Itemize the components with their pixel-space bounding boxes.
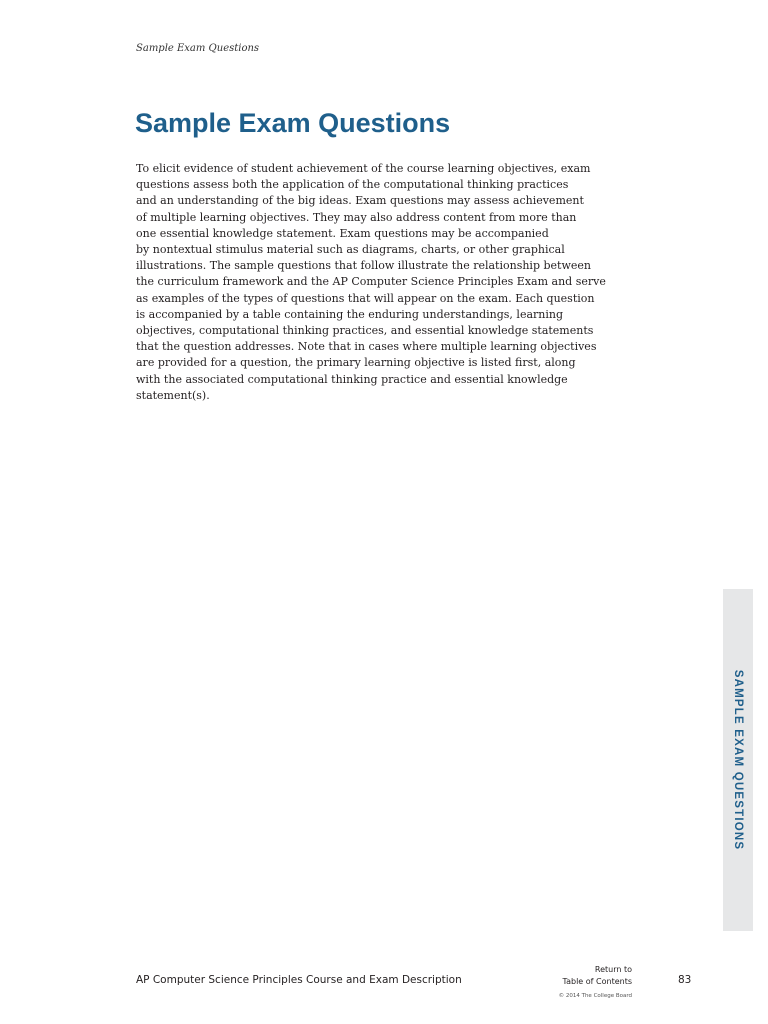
paragraph-line: questions assess both the application of the computational thinking practices [136, 178, 569, 192]
paragraph-line: illustrations. The sample questions that follow illustrate the relationship between [136, 259, 591, 273]
paragraph-line: as examples of the types of questions that will appear on the exam. Each question [136, 291, 595, 305]
copyright-notice: © 2014 The College Board [558, 993, 632, 999]
paragraph-line: one essential knowledge statement. Exam questions may be accompanied [136, 226, 549, 240]
page-number: 83 [678, 974, 692, 986]
return-link-line2: Table of Contents [562, 976, 632, 986]
return-link-line1: Return to [594, 965, 632, 974]
paragraph-line: of multiple learning objectives. They may also address content from more than [136, 210, 577, 224]
return-to-toc-link[interactable] [540, 964, 632, 987]
footer-document-title: AP Computer Science Principles Course and Exam Description [136, 974, 462, 986]
paragraph-line: the curriculum framework and the AP Computer Science Principles Exam and serve [136, 275, 606, 289]
paragraph-line: that the question addresses. Note that in cases where multiple learning objectives [136, 340, 597, 354]
paragraph-line: is accompanied by a table containing the enduring understandings, learning [136, 307, 563, 321]
paragraph-line: and an understanding of the big ideas. Exam questions may assess achievement [136, 194, 584, 208]
running-header: Sample Exam Questions [136, 43, 260, 54]
section-side-tab [723, 589, 753, 931]
section-side-tab-label: SAMPLE EXAM QUESTIONS [732, 669, 744, 851]
paragraph-line: To elicit evidence of student achievement of the course learning objectives, exam [136, 162, 591, 175]
paragraph-line: are provided for a question, the primary learning objective is listed first, along [136, 356, 576, 370]
paragraph-line: by nontextual stimulus material such as diagrams, charts, or other graphical [136, 243, 565, 257]
page-title: Sample Exam Questions [135, 108, 451, 138]
intro-paragraph [136, 161, 626, 404]
paragraph-line: objectives, computational thinking practices, and essential knowledge statements [136, 324, 594, 338]
paragraph-line: statement(s). [136, 388, 210, 402]
paragraph-line: with the associated computational thinking practice and essential knowledge [136, 372, 568, 386]
